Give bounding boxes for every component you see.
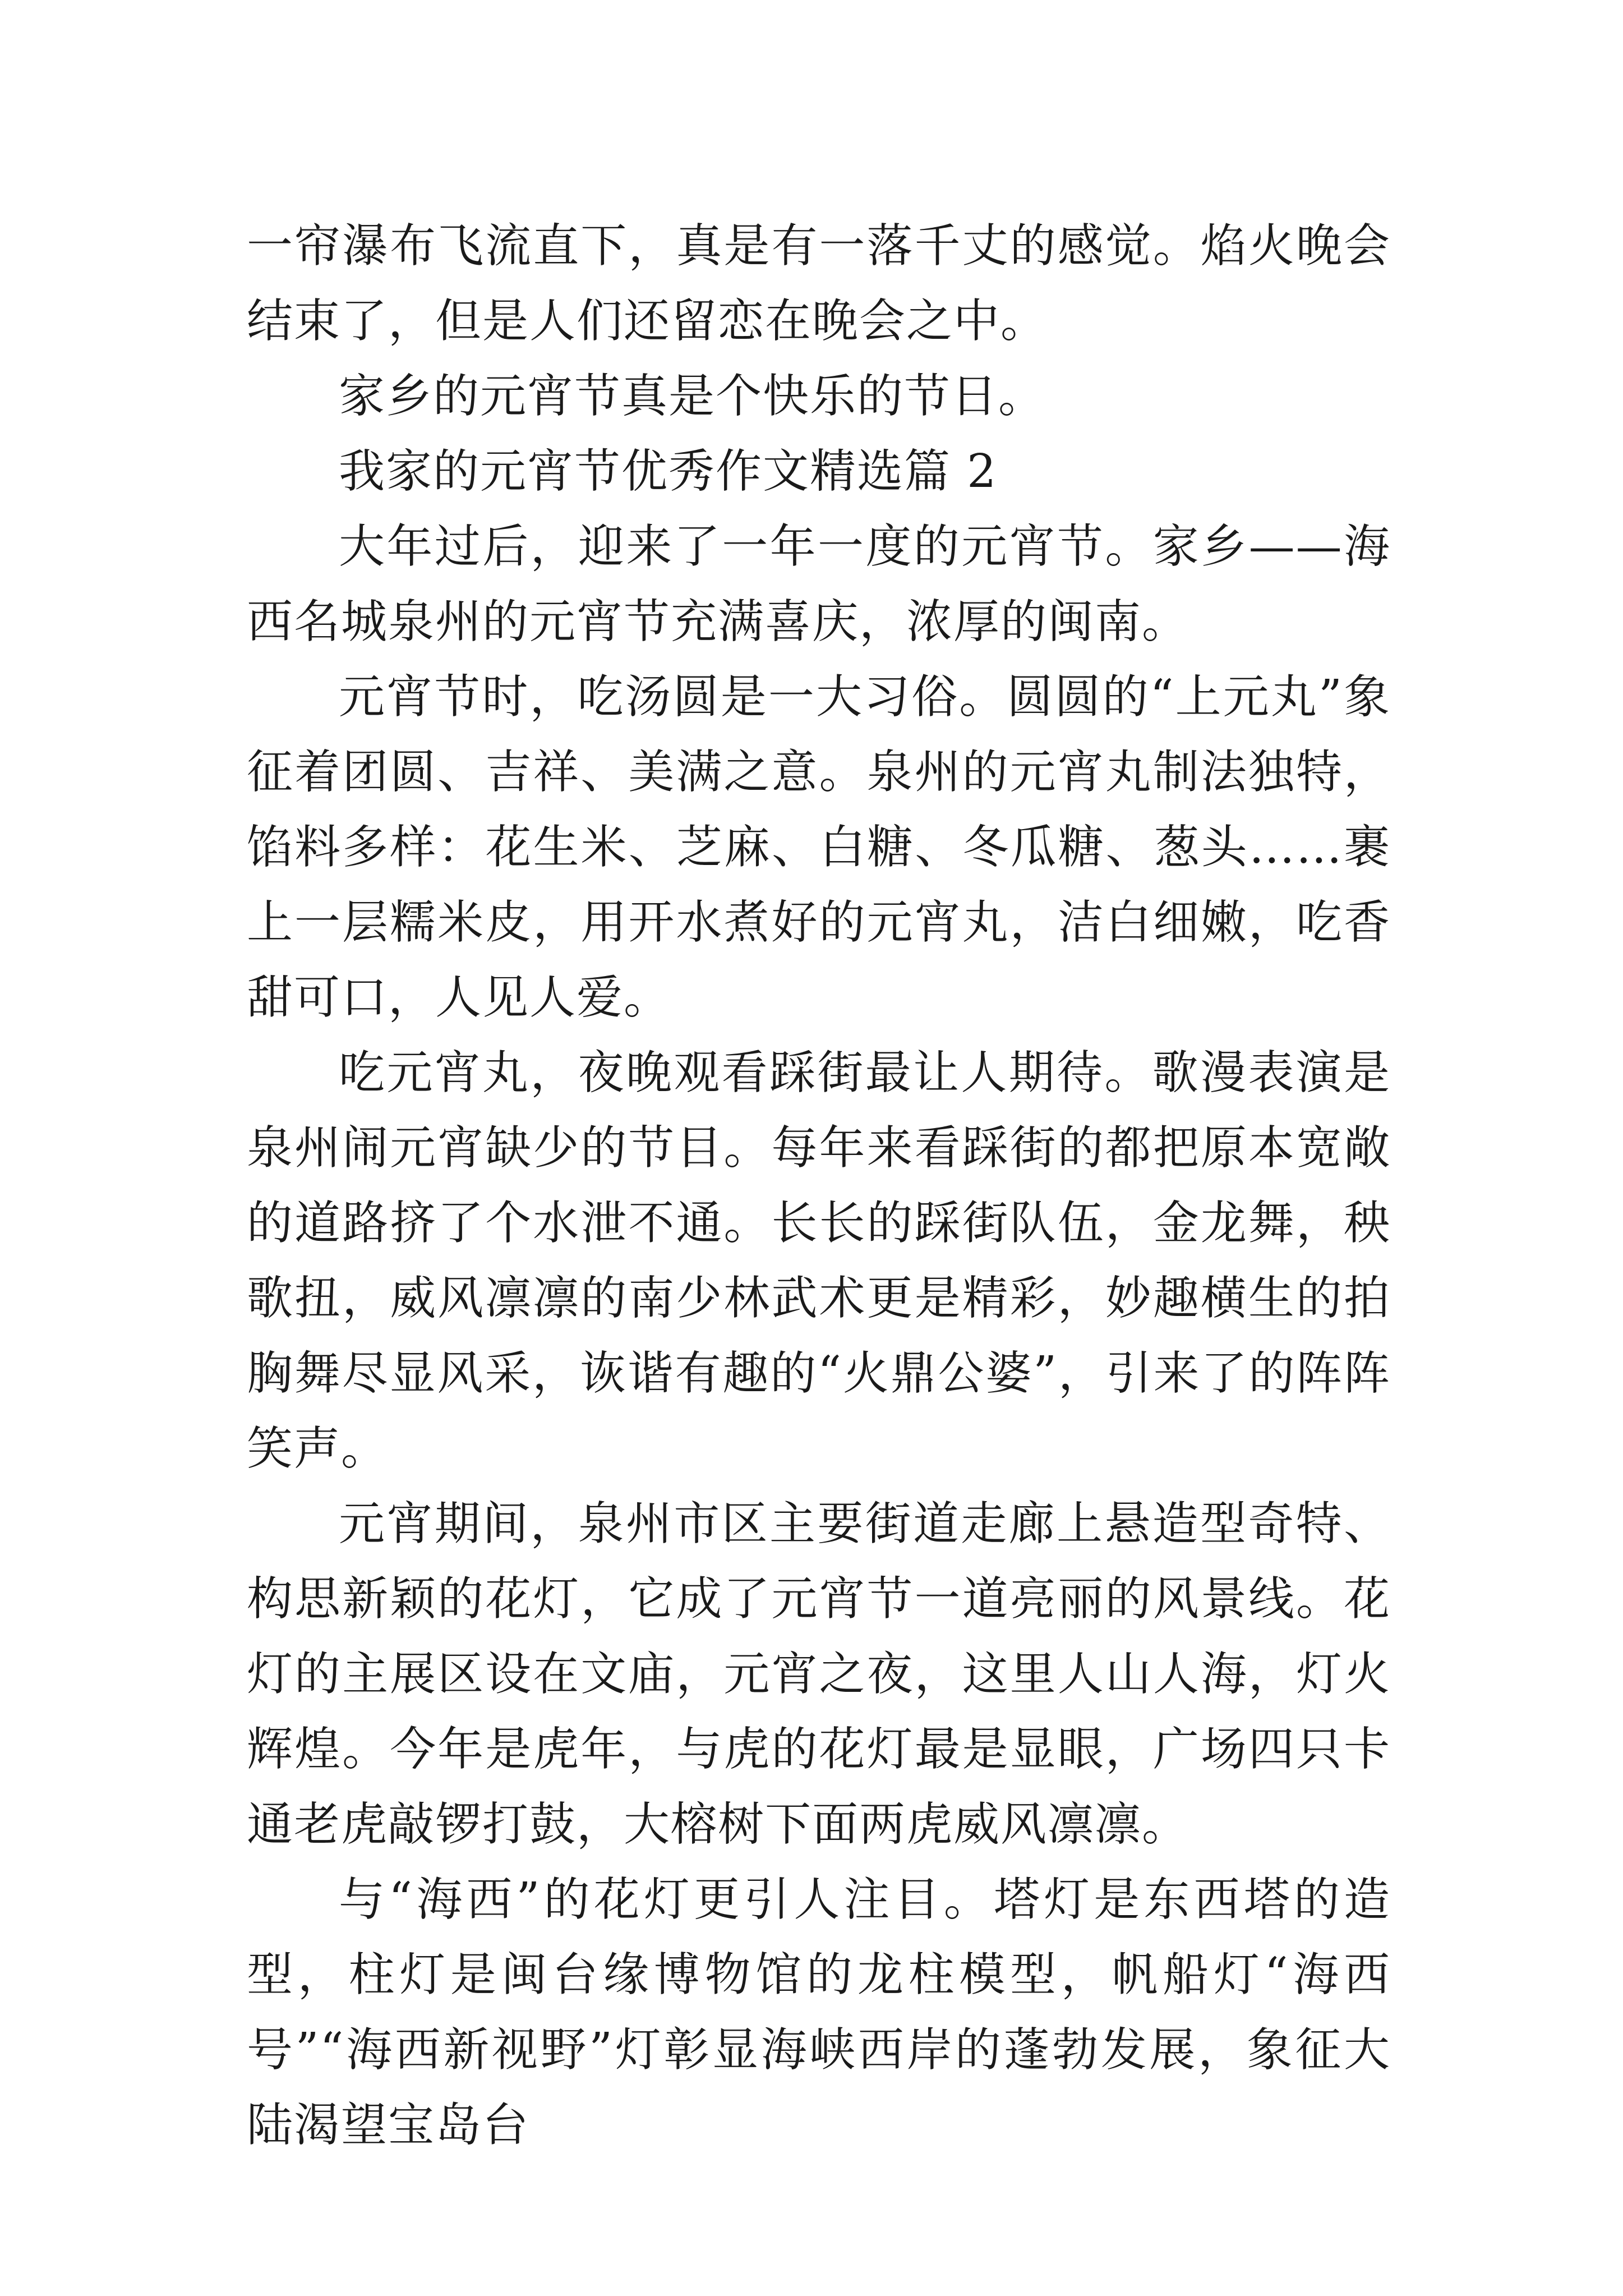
paragraph: 元宵期间，泉州市区主要街道走廊上悬造型奇特、构思新颖的花灯，它成了元宵节一道亮丽的风景线。花灯的主展区设在文庙，元宵之夜，这里人山人海，灯火辉煌。今年是虎年，与虎的花灯最是显眼，广场四只卡通老虎敲锣打鼓，大榕树下面两虎威风凛凛。: [247, 1497, 1391, 1851]
paragraph: 大年过后，迎来了一年一度的元宵节。家乡——海西名城泉州的元宵节充满喜庆，浓厚的闽南。: [247, 520, 1391, 648]
paragraph: 与“海西”的花灯更引人注目。塔灯是东西塔的造型，柱灯是闽台缘博物馆的龙柱模型，帆船灯“海西号”“海西新视野”灯彰显海峡西岸的蓬勃发展，象征大陆渴望宝岛台: [247, 1873, 1391, 2152]
section-heading: 我家的元宵节优秀作文精选篇 2: [339, 445, 998, 498]
paragraph-continuation: 一帘瀑布飞流直下，真是有一落千丈的感觉。焰火晚会结束了，但是人们还留恋在晚会之中。: [247, 219, 1391, 348]
paragraph: 家乡的元宵节真是个快乐的节日。: [339, 370, 1046, 423]
document-body: [247, 209, 1391, 2163]
paragraph: 吃元宵丸，夜晚观看踩街最让人期待。歌漫表演是泉州闹元宵缺少的节目。每年来看踩街的都把原本宽敞的道路挤了个水泄不通。长长的踩街队伍，金龙舞，秧歌扭，威风凛凛的南少林武术更是精彩，妙趣横生的拍胸舞尽显风采，诙谐有趣的“火鼎公婆”，引来了的阵阵笑声。: [247, 1046, 1391, 1475]
paragraph: 元宵节时，吃汤圆是一大习俗。圆圆的“上元丸”象征着团圆、吉祥、美满之意。泉州的元宵丸制法独特，馅料多样：花生米、芝麻、白糖、冬瓜糖、葱头……裹上一层糯米皮，用开水煮好的元宵丸，洁白细嫩，吃香甜可口，人见人爱。: [247, 670, 1391, 1024]
